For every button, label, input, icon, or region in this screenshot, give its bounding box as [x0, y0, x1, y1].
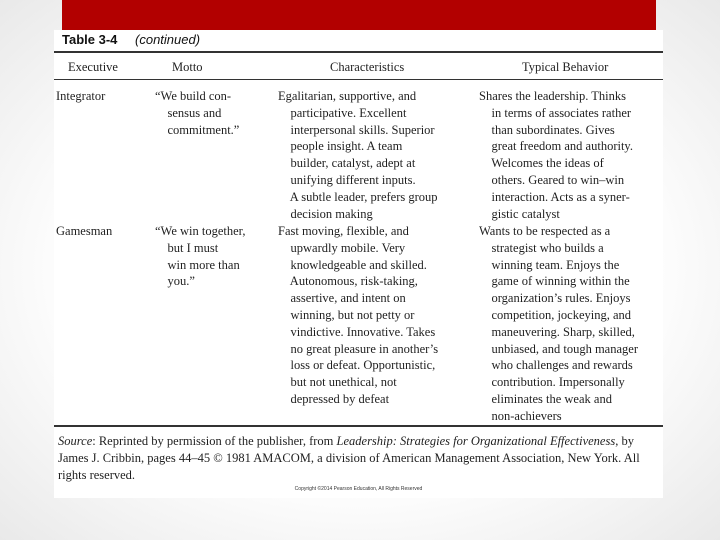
table-number: Table 3-4 — [62, 32, 118, 47]
header-typical-behavior: Typical Behavior — [522, 60, 609, 74]
row-integrator-behavior: Shares the leadership. Thinks in terms of associates rather than subordinates. Gives great freedom and authority. Welcomes the ideas of others. Geared to win–win interaction. Acts as a syner- gistic catalyst — [479, 89, 633, 221]
row-gamesman-behavior: Wants to be respected as a strategist who builds a winning team. Enjoys the game of winning within the organization’s rules. Enjoys competition, jockeying, and maneuvering. Sharp, skilled, unbiased, and tough manager who challenges and rewards contribution. Impersonally eliminates the weak and non-achievers — [479, 224, 638, 423]
source-text-2: , by James J. Cribbin, pages 44–45 © 1981 AMACOM, a division of American Management Association, New York. All rights reserved. — [58, 434, 640, 482]
row-integrator-characteristics: Egalitarian, supportive, and participative. Excellent interpersonal skills. Superior people insight. A team builder, catalyst, adept at unifying different inputs. A subtle leader, prefers group decision making — [278, 89, 438, 221]
top-rule — [54, 51, 663, 53]
row-gamesman-executive: Gamesman — [56, 224, 113, 238]
table-card — [54, 30, 663, 498]
source-text-1: : Reprinted by permission of the publisher, from — [92, 434, 337, 448]
header-motto: Motto — [172, 60, 203, 74]
row-gamesman-characteristics: Fast moving, flexible, and upwardly mobile. Very knowledgeable and skilled. Autonomous, risk-taking, assertive, and intent on winning, but not petty or vindictive. Innovative. Takes no great pleasure in another’s loss or defeat. Opportunistic, but not unethical, not depressed by defeat — [278, 224, 439, 406]
copyright-notice: Copyright ©2014 Pearson Education, All Rights Reserved — [294, 486, 423, 492]
title-bar-accent — [62, 0, 656, 30]
source-label: Source — [58, 434, 93, 448]
header-characteristics: Characteristics — [330, 60, 405, 74]
table-title — [62, 32, 200, 47]
source-note — [58, 433, 663, 483]
header-executive: Executive — [68, 60, 118, 74]
row-integrator-executive: Integrator — [56, 89, 106, 103]
source-book-title: Leadership: Strategies for Organizational Effectiveness — [336, 434, 616, 448]
row-gamesman-motto: “We win together, but I must win more than you.” — [155, 224, 246, 289]
header-rule — [54, 79, 663, 80]
row-integrator-motto: “We build con- sensus and commitment.” — [155, 89, 240, 137]
table-continued: (continued) — [135, 32, 201, 47]
bottom-rule — [54, 425, 663, 427]
